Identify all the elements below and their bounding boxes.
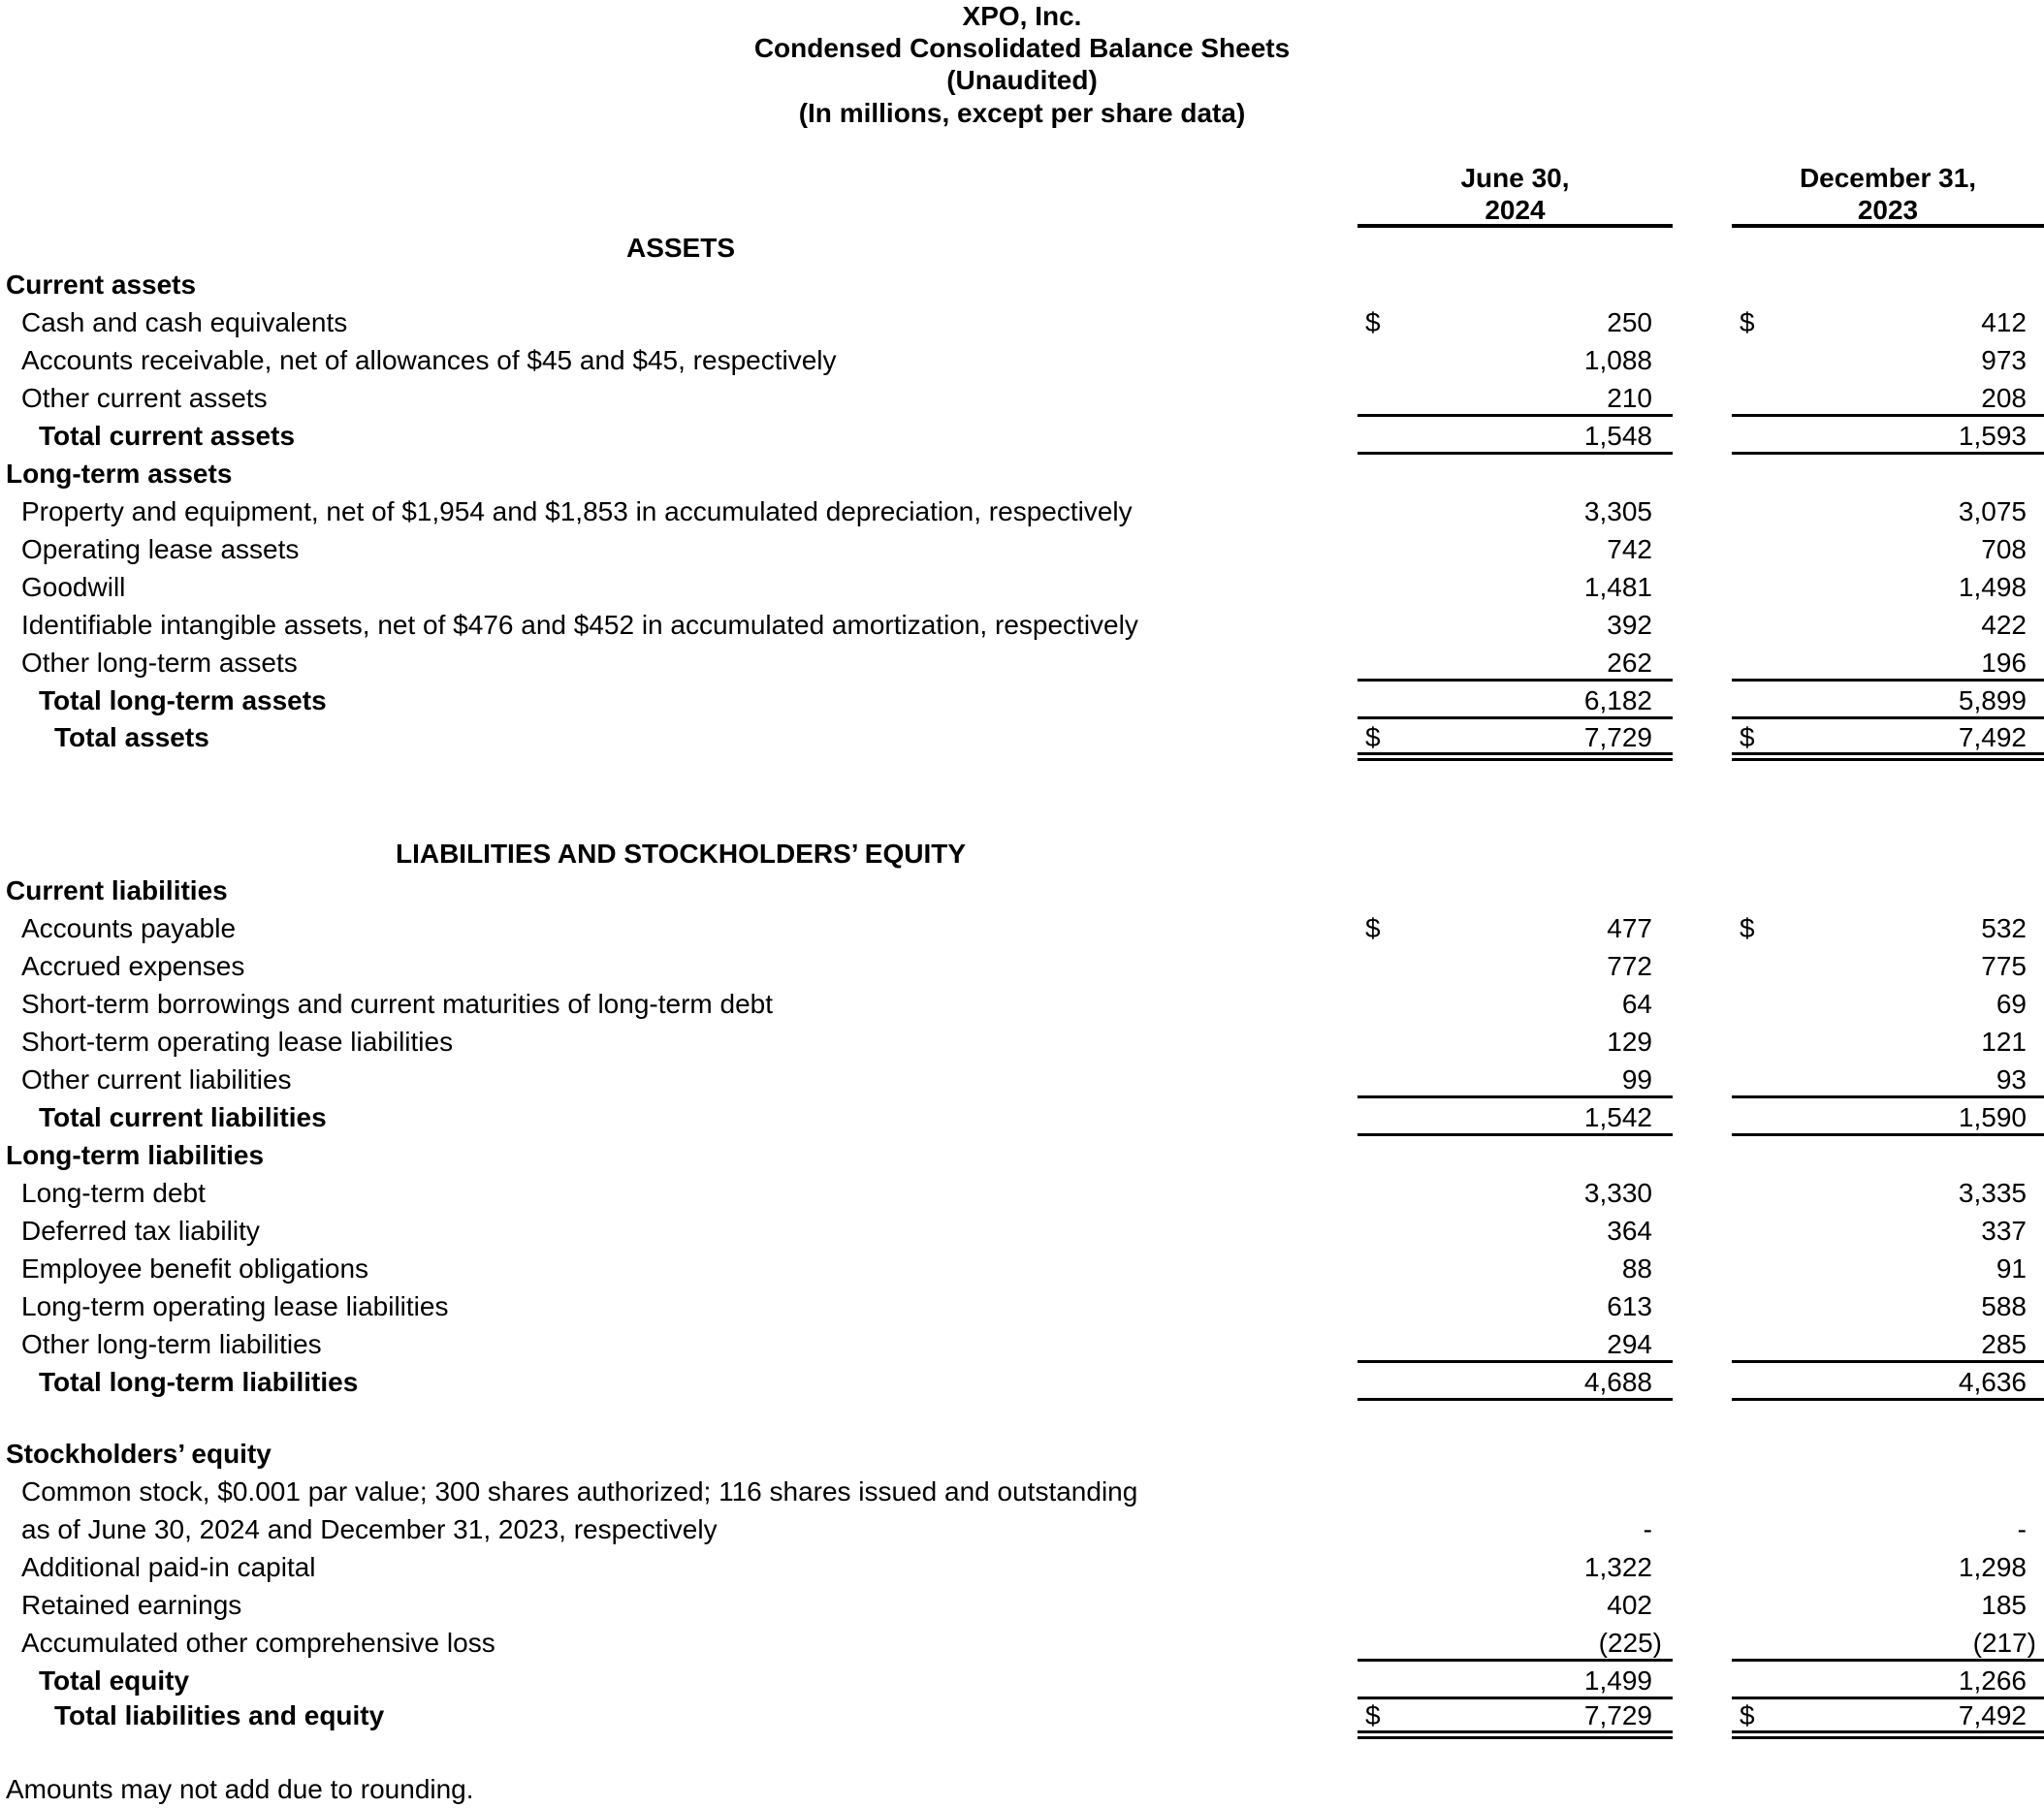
- row-common-stock-0-001-par-value-300-shares-authorized-116-share: [0, 1473, 2044, 1510]
- row-label: Accumulated other comprehensive loss: [21, 1628, 495, 1658]
- row-label: Retained earnings: [21, 1590, 242, 1620]
- row-operating-lease-assets: [0, 530, 2044, 568]
- row-label: Accounts payable: [21, 913, 237, 943]
- row-total-current-assets: [0, 417, 2044, 455]
- value-june-2024: 613: [1607, 1291, 1652, 1321]
- value-june-2024: 262: [1607, 648, 1652, 678]
- value-june-2024: 99: [1621, 1064, 1652, 1094]
- row-label: Long-term debt: [21, 1178, 206, 1208]
- value-dec-2023: 185: [1981, 1590, 2027, 1620]
- value-dec-2023: 121: [1981, 1027, 2027, 1057]
- value-june-2024: 6,182: [1583, 685, 1652, 715]
- liabilities-section-title: LIABILITIES AND STOCKHOLDERS’ EQUITY: [395, 839, 967, 869]
- value-dec-2023: 5,899: [1958, 685, 2027, 715]
- row-label: Other current liabilities: [21, 1064, 292, 1094]
- row-label: Long-term operating lease liabilities: [21, 1291, 449, 1321]
- value-dec-2023: 588: [1981, 1291, 2027, 1321]
- row-total-liabilities-and-equity: [0, 1697, 2044, 1734]
- row-cash-and-cash-equivalents: [0, 303, 2044, 341]
- row-label: Common stock, $0.001 par value; 300 shares authorized; 116 shares issued and outstanding: [21, 1476, 1138, 1507]
- row-short-term-borrowings-and-current-maturities-of-long-term-de: [0, 985, 2044, 1023]
- row-label: Additional paid-in capital: [21, 1552, 316, 1582]
- value-dec-2023: 412: [1981, 307, 2027, 337]
- row-label: Accounts receivable, net of allowances of $45 and $45, respectively: [21, 345, 837, 375]
- row-long-term-assets: [0, 455, 2044, 492]
- row-label: Operating lease assets: [21, 534, 300, 564]
- value-june-2024: 7,729: [1583, 1700, 1652, 1730]
- rounding-footnote: Amounts may not add due to rounding.: [6, 1774, 474, 1804]
- row-label: Employee benefit obligations: [21, 1253, 369, 1284]
- currency-symbol-june-2024: $: [1365, 913, 1381, 943]
- row-other-current-assets: [0, 379, 2044, 417]
- value-dec-2023: 1,593: [1958, 421, 2027, 451]
- double-underline-june-2024: [1357, 1730, 1673, 1739]
- value-dec-2023: 337: [1981, 1216, 2027, 1246]
- value-june-2024: 1,481: [1583, 572, 1652, 602]
- value-dec-2023: 3,335: [1958, 1178, 2027, 1208]
- value-june-2024: 1,548: [1583, 421, 1652, 451]
- value-dec-2023: (217): [1972, 1628, 2036, 1658]
- value-dec-2023: 7,492: [1958, 722, 2027, 752]
- currency-symbol-dec-2023: $: [1740, 722, 1755, 752]
- value-june-2024: 3,305: [1583, 496, 1652, 526]
- value-june-2024: 742: [1607, 534, 1652, 564]
- value-dec-2023: -: [2017, 1514, 2027, 1544]
- total-underline-dec-2023: [1732, 1398, 2044, 1401]
- statement-title: Condensed Consolidated Balance Sheets: [753, 33, 1291, 63]
- row-label: Long-term liabilities: [6, 1140, 265, 1170]
- currency-symbol-dec-2023: $: [1740, 1700, 1755, 1730]
- row-label: Total liabilities and equity: [54, 1700, 385, 1730]
- row-goodwill: [0, 568, 2044, 606]
- row-label: Property and equipment, net of $1,954 and $1,853 in accumulated depreciation, respectively: [21, 496, 1133, 526]
- column-header-rule-dec-2023: [1732, 224, 2044, 228]
- value-june-2024: 294: [1607, 1329, 1652, 1359]
- row-current-assets: [0, 266, 2044, 303]
- row-accounts-receivable-net-of-allowances-of-45-and-45-respectiv: [0, 341, 2044, 379]
- value-june-2024: 1,499: [1583, 1665, 1652, 1696]
- value-june-2024: (225): [1598, 1628, 1662, 1658]
- row-deferred-tax-liability: [0, 1212, 2044, 1250]
- row-label: Other current assets: [21, 383, 268, 413]
- value-dec-2023: 69: [1996, 989, 2027, 1019]
- value-june-2024: 1,322: [1583, 1552, 1652, 1582]
- row-label: Total long-term assets: [39, 685, 327, 715]
- row-long-term-operating-lease-liabilities: [0, 1287, 2044, 1325]
- value-dec-2023: 285: [1981, 1329, 2027, 1359]
- value-dec-2023: 973: [1981, 345, 2027, 375]
- row-long-term-debt: [0, 1174, 2044, 1212]
- value-june-2024: -: [1643, 1514, 1652, 1544]
- value-june-2024: 129: [1607, 1027, 1652, 1057]
- row-property-and-equipment-net-of-1-954-and-1-853-in-accumulated: [0, 492, 2044, 530]
- value-june-2024: 7,729: [1583, 722, 1652, 752]
- currency-symbol-june-2024: $: [1365, 722, 1381, 752]
- value-june-2024: 477: [1607, 913, 1652, 943]
- value-dec-2023: 708: [1981, 534, 2027, 564]
- row-total-equity: [0, 1662, 2044, 1699]
- value-june-2024: 392: [1607, 610, 1652, 640]
- value-dec-2023: 208: [1981, 383, 2027, 413]
- column-header-dec-2023-line1: December 31,: [1799, 163, 1977, 193]
- row-label: Short-term operating lease liabilities: [21, 1027, 454, 1057]
- value-june-2024: 64: [1621, 989, 1652, 1019]
- row-label: Goodwill: [21, 572, 126, 602]
- value-dec-2023: 422: [1981, 610, 2027, 640]
- value-june-2024: 250: [1607, 307, 1652, 337]
- row-label: Long-term assets: [6, 459, 233, 489]
- units-note: (In millions, except per share data): [798, 98, 1246, 128]
- row-employee-benefit-obligations: [0, 1250, 2044, 1287]
- column-header-june-2024-line1: June 30,: [1460, 163, 1570, 193]
- currency-symbol-dec-2023: $: [1740, 307, 1755, 337]
- unaudited-note: (Unaudited): [946, 65, 1098, 95]
- double-underline-june-2024: [1357, 752, 1673, 761]
- row-accounts-payable: [0, 909, 2044, 947]
- row-total-long-term-assets: [0, 682, 2044, 719]
- value-dec-2023: 1,590: [1958, 1102, 2027, 1132]
- value-june-2024: 772: [1607, 951, 1652, 981]
- value-dec-2023: 775: [1981, 951, 2027, 981]
- row-stockholders-equity: [0, 1435, 2044, 1473]
- value-dec-2023: 7,492: [1958, 1700, 2027, 1730]
- value-dec-2023: 4,636: [1958, 1367, 2027, 1397]
- column-header-june-2024-line2: 2024: [1485, 195, 1546, 225]
- value-dec-2023: 196: [1981, 648, 2027, 678]
- value-june-2024: 3,330: [1583, 1178, 1652, 1208]
- row-additional-paid-in-capital: [0, 1548, 2044, 1586]
- row-short-term-operating-lease-liabilities: [0, 1023, 2044, 1061]
- value-june-2024: 210: [1607, 383, 1652, 413]
- row-label: Cash and cash equivalents: [21, 307, 348, 337]
- row-other-current-liabilities: [0, 1061, 2044, 1098]
- column-header-dec-2023-line2: 2023: [1857, 195, 1919, 225]
- total-underline-june-2024: [1357, 1398, 1673, 1401]
- row-total-long-term-liabilities: [0, 1363, 2044, 1401]
- row-label: Total equity: [39, 1665, 190, 1696]
- row-accrued-expenses: [0, 947, 2044, 985]
- row-label: Total long-term liabilities: [39, 1367, 359, 1397]
- value-june-2024: 364: [1607, 1216, 1652, 1246]
- row-accumulated-other-comprehensive-loss: [0, 1624, 2044, 1662]
- row-identifiable-intangible-assets-net-of-476-and-452-in-accumul: [0, 606, 2044, 644]
- row-label: Total current liabilities: [39, 1102, 327, 1132]
- row-label: Current assets: [6, 270, 197, 300]
- value-dec-2023: 3,075: [1958, 496, 2027, 526]
- value-june-2024: 88: [1621, 1253, 1652, 1284]
- value-june-2024: 1,542: [1583, 1102, 1652, 1132]
- value-dec-2023: 1,298: [1958, 1552, 2027, 1582]
- row-label: Total assets: [54, 722, 209, 752]
- row-as-of-june-30-2024-and-december-31-2023-respectively: [0, 1510, 2044, 1548]
- value-june-2024: 402: [1607, 1590, 1652, 1620]
- row-other-long-term-assets: [0, 644, 2044, 682]
- company-name: XPO, Inc.: [962, 1, 1082, 31]
- value-dec-2023: 532: [1981, 913, 2027, 943]
- row-current-liabilities: [0, 872, 2044, 909]
- row-label: Accrued expenses: [21, 951, 245, 981]
- value-dec-2023: 91: [1996, 1253, 2027, 1284]
- double-underline-dec-2023: [1732, 1730, 2044, 1739]
- row-total-assets: [0, 718, 2044, 756]
- row-label: Stockholders’ equity: [6, 1439, 271, 1469]
- row-label: Other long-term liabilities: [21, 1329, 322, 1359]
- row-total-current-liabilities: [0, 1098, 2044, 1136]
- value-june-2024: 1,088: [1583, 345, 1652, 375]
- column-header-rule-june-2024: [1357, 224, 1673, 228]
- double-underline-dec-2023: [1732, 752, 2044, 761]
- row-label: Total current assets: [39, 421, 296, 451]
- value-dec-2023: 1,498: [1958, 572, 2027, 602]
- row-retained-earnings: [0, 1586, 2044, 1624]
- row-label: Identifiable intangible assets, net of $476 and $452 in accumulated amortization, respectively: [21, 610, 1138, 640]
- row-label: Other long-term assets: [21, 648, 298, 678]
- row-label: as of June 30, 2024 and December 31, 2023, respectively: [21, 1514, 718, 1544]
- row-label: Short-term borrowings and current maturities of long-term debt: [21, 989, 773, 1019]
- currency-symbol-dec-2023: $: [1740, 913, 1755, 943]
- value-dec-2023: 1,266: [1958, 1665, 2027, 1696]
- row-other-long-term-liabilities: [0, 1325, 2044, 1363]
- value-june-2024: 4,688: [1583, 1367, 1652, 1397]
- currency-symbol-june-2024: $: [1365, 1700, 1381, 1730]
- row-label: Current liabilities: [6, 875, 228, 905]
- row-long-term-liabilities: [0, 1136, 2044, 1174]
- value-dec-2023: 93: [1996, 1064, 2027, 1094]
- assets-section-title: ASSETS: [625, 233, 736, 263]
- currency-symbol-june-2024: $: [1365, 307, 1381, 337]
- row-label: Deferred tax liability: [21, 1216, 260, 1246]
